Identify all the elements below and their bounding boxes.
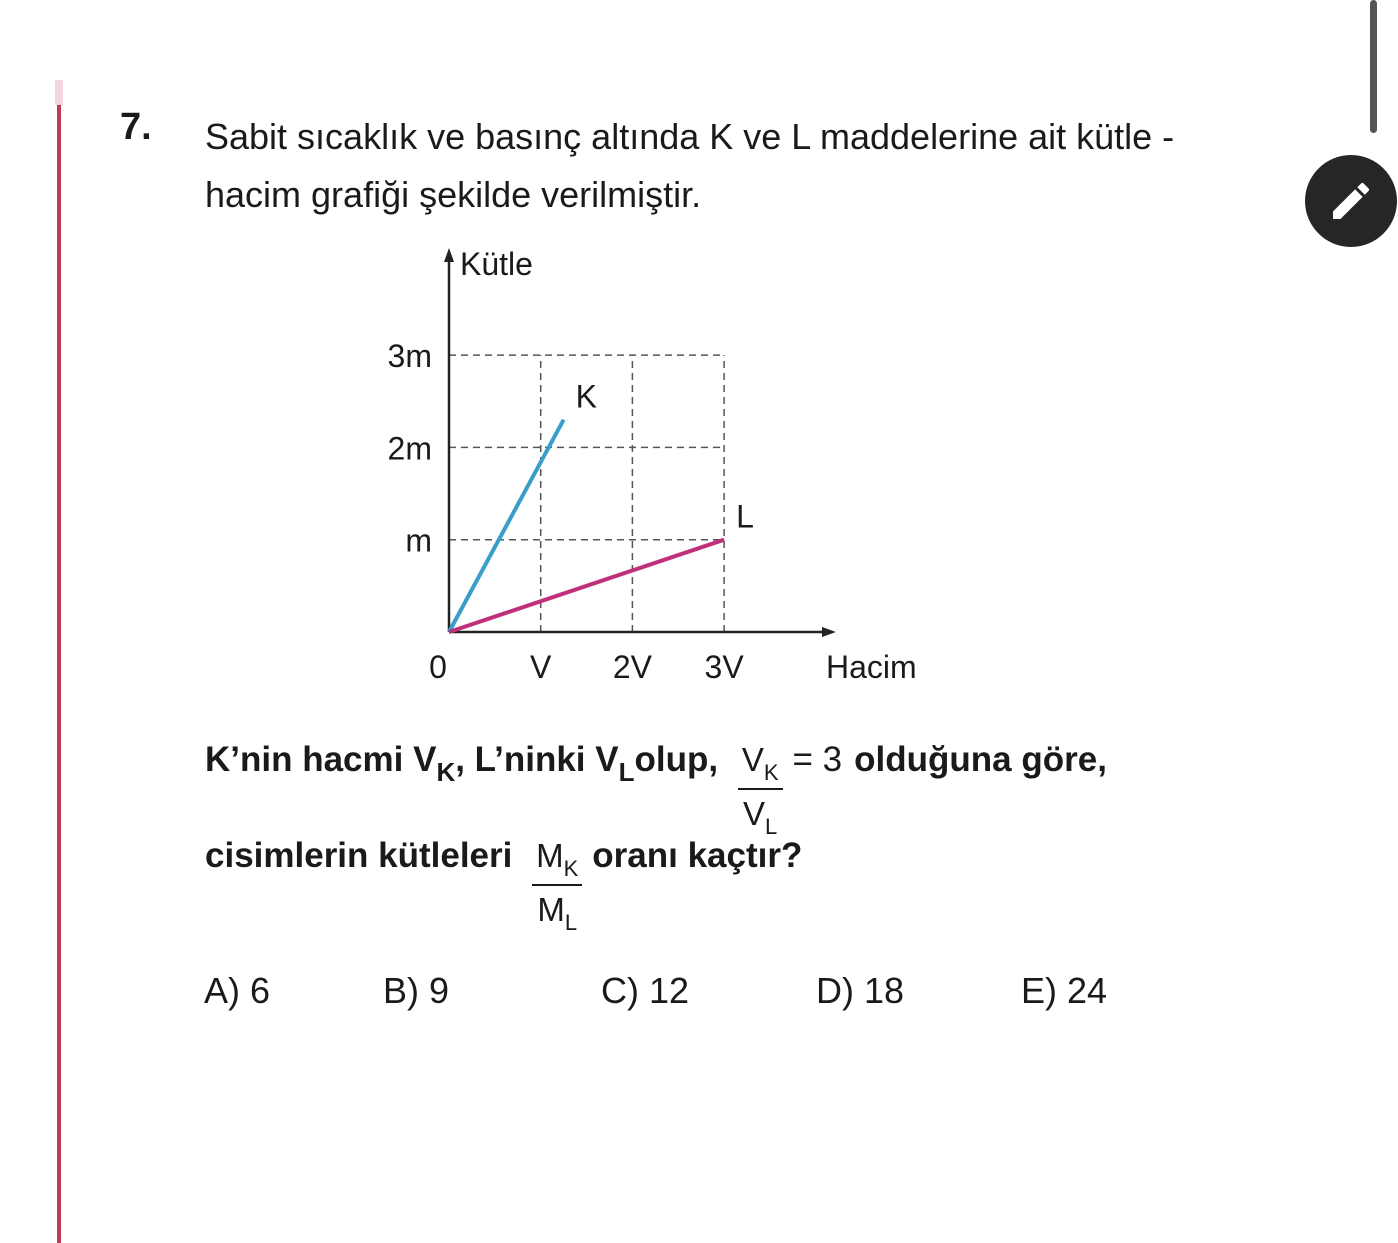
question-number: 7. — [120, 106, 152, 148]
frac2-num: M — [536, 837, 564, 874]
prompt-sub-2: L — [618, 757, 635, 787]
prompt-text-3: olup, — [634, 740, 719, 779]
x-axis-arrow — [822, 627, 836, 637]
option-letter: A) — [204, 970, 240, 1011]
mass-ratio-fraction — [532, 836, 582, 934]
question-prompt-line-1 — [205, 740, 1107, 838]
origin-label: 0 — [429, 649, 447, 685]
option-c[interactable] — [601, 970, 689, 1012]
prompt-text-6: oranı kaçtır? — [592, 836, 803, 875]
frac1-num: V — [741, 741, 764, 778]
volume-ratio-fraction — [738, 740, 783, 838]
x-tick-label: V — [530, 649, 552, 685]
prompt-text-2: , L’ninki V — [455, 740, 619, 779]
option-a[interactable] — [204, 970, 270, 1012]
frac2-num-sub: K — [563, 856, 579, 881]
prompt-text-4: olduğuna göre, — [854, 740, 1107, 779]
x-tick-label: 3V — [704, 649, 744, 685]
option-letter: E) — [1021, 970, 1057, 1011]
y-tick-label: 3m — [387, 338, 432, 375]
prompt-text-5: cisimlerin kütleleri — [205, 836, 513, 875]
frac1-den-sub: L — [765, 814, 778, 839]
option-letter: C) — [601, 970, 639, 1011]
prompt-text-1: K’nin hacmi V — [205, 740, 437, 779]
y-tick-label: m — [405, 522, 432, 559]
prompt-sub-1: K — [436, 757, 456, 787]
option-letter: B) — [383, 970, 419, 1011]
option-value: 24 — [1067, 970, 1108, 1011]
equals-value: = 3 — [792, 740, 843, 779]
x-axis-label: Hacim — [826, 649, 917, 685]
y-tick-label: 2m — [387, 430, 432, 467]
option-value: 9 — [429, 970, 450, 1011]
frac2-den: M — [537, 891, 565, 928]
question-prompt-line-2 — [205, 836, 802, 934]
x-tick-label: 2V — [612, 649, 652, 685]
option-letter: D) — [816, 970, 854, 1011]
option-b[interactable] — [383, 970, 449, 1012]
series-label-l: L — [736, 498, 754, 535]
frac1-den: V — [743, 795, 766, 832]
option-e[interactable] — [1021, 970, 1107, 1012]
y-axis-arrow — [444, 248, 454, 262]
option-value: 18 — [864, 970, 905, 1011]
option-value: 12 — [649, 970, 690, 1011]
option-value: 6 — [250, 970, 271, 1011]
question-text: Sabit sıcaklık ve basınç altında K ve L maddelerine ait kütle - hacim grafiği şekilde verilmiştir. — [205, 116, 1175, 215]
series-label-k: K — [575, 378, 597, 415]
option-d[interactable] — [816, 970, 904, 1012]
frac1-num-sub: K — [763, 760, 779, 785]
frac2-den-sub: L — [564, 910, 578, 935]
y-axis-label: Kütle — [460, 246, 533, 282]
